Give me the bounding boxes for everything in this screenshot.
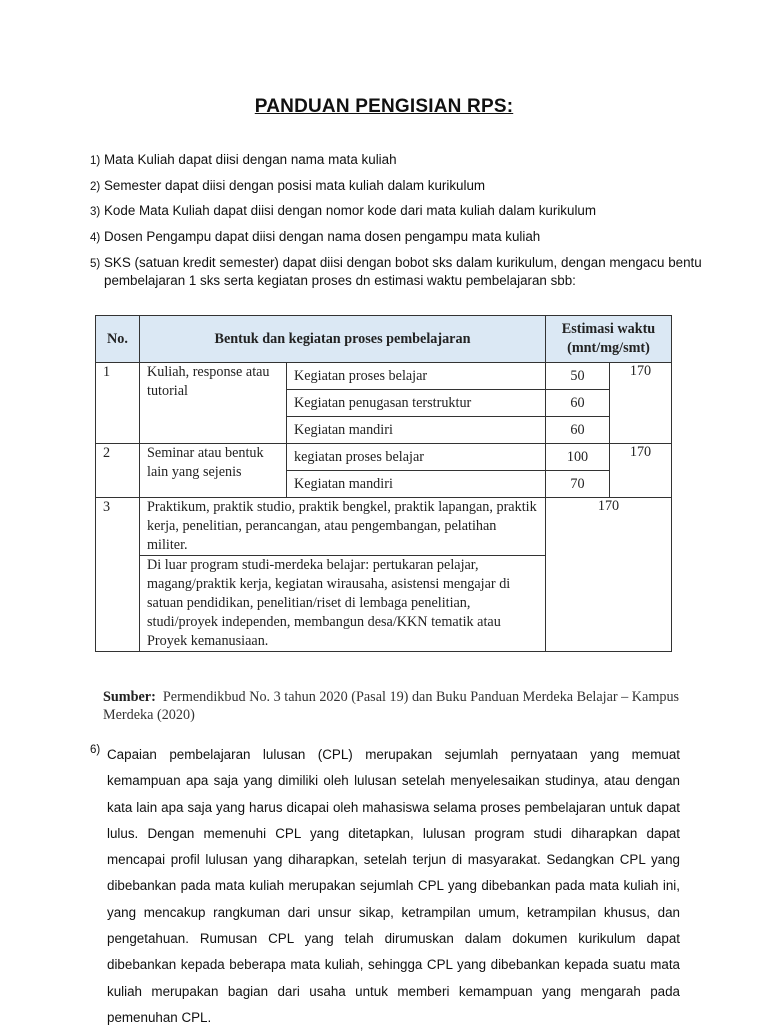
activity-name: Kegiatan proses belajar: [287, 363, 546, 390]
list-item: [90, 227, 690, 253]
header-estimasi-line1: Estimasi waktu: [561, 321, 656, 337]
list-text: SKS (satuan kredit semester) dapat diisi dengan bobot sks dalam kurikulum, dengan mengacu bentu: [104, 254, 702, 270]
activity-value: 100: [546, 444, 610, 471]
source-label: Sumber:: [103, 689, 156, 705]
list-text-continuation: pembelajaran 1 sks serta kegiatan proses dn estimasi waktu pembelajaran sbb:: [104, 272, 576, 288]
paragraph-number: 6): [90, 744, 101, 756]
paragraph-6: [90, 742, 680, 1031]
paragraph-text: Capaian pembelajaran lulusan (CPL) merupakan sejumlah pernyataan yang memuat kemampuan apa saja yang dimiliki oleh lulusan setelah menyelesaikan studinya, atau dengan kata lain apa saja yang harus dicapai oleh mahasiswa selama proses pembelajaran untuk dapat lulus. Dengan memenuhi CPL yang ditetapkan, lulusan program studi diharapkan dapat mencapai profil lulusan yang diharapkan, setelah terjun di masyarakat. Sedangkan CPL yang dibebankan pada mata kuliah merupakan sejumlah CPL yang dibebankan pada mata kuliah ini, yang mencakup rangkuman dari unsur sikap, ketrampilan umum, ketrampilan khusus, dan pengetahuan. Rumusan CPL yang telah dirumuskan dalam dokumen kurikulum dapat dibebankan kepada beberapa mata kuliah, sehingga CPL yang dibebankan kepada suatu mata kuliah merupakan bagian dari usaha untuk memberi kemampuan yang mengarah pada pemenuhan CPL.: [107, 747, 680, 1025]
table-row: [96, 444, 672, 471]
row-number: 3: [96, 498, 140, 652]
header-bentuk: Bentuk dan kegiatan proses pembelajaran: [140, 316, 546, 363]
activity-value: 60: [546, 390, 610, 417]
header-no: No.: [96, 316, 140, 363]
row-number: 2: [96, 444, 140, 498]
activity-value: 50: [546, 363, 610, 390]
list-item: [90, 253, 702, 288]
activity-value: 60: [546, 417, 610, 444]
source-text: Permendikbud No. 3 tahun 2020 (Pasal 19) dan Buku Panduan Merdeka Belajar – Kampus Merdeka (2020): [103, 689, 680, 723]
row-bentuk: Kuliah, response atau tutorial: [140, 363, 287, 444]
row-number: 1: [96, 363, 140, 444]
list-text: Mata Kuliah dapat diisi dengan nama mata kuliah: [104, 152, 397, 167]
list-item: [90, 176, 690, 202]
table-header-row: [96, 316, 672, 363]
list-text: Kode Mata Kuliah dapat diisi dengan nomor kode dari mata kuliah dalam kurikulum: [104, 203, 597, 219]
list-item: [90, 201, 690, 227]
sks-table-wrapper: [95, 315, 672, 652]
list-text: Semester dapat diisi dengan posisi mata kuliah dalam kurikulum: [104, 177, 486, 193]
row-desc: Di luar program studi-merdeka belajar: pertukaran pelajar, magang/praktik kerja, kegiatan wirausaha, asistensi mengajar di satuan pendidikan, penelitian/riset di lembaga penelitian, studi/proyek independen, membangun desa/KKN tematik atau Proyek kemanusiaan.: [140, 556, 546, 652]
list-item: [90, 150, 690, 176]
instruction-list: [90, 150, 702, 288]
list-text: Dosen Pengampu dapat diisi dengan nama dosen pengampu mata kuliah: [104, 229, 541, 245]
activity-name: Kegiatan mandiri: [287, 471, 546, 498]
row-desc: Praktikum, praktik studio, praktik bengkel, praktik lapangan, praktik kerja, penelitian, perancangan, atau pengembangan, pelatihan militer.: [140, 498, 546, 556]
list-number: 1): [90, 155, 101, 167]
activity-name: kegiatan proses belajar: [287, 444, 546, 471]
page-title: PANDUAN PENGISIAN RPS:: [254, 96, 514, 117]
list-number: 4): [90, 232, 101, 245]
table-row: [96, 363, 672, 390]
header-estimasi-line2: (mnt/mg/smt): [567, 340, 650, 356]
activity-name: Kegiatan mandiri: [287, 417, 546, 444]
list-number: 5): [90, 257, 101, 270]
row-total: 170: [610, 363, 672, 444]
header-estimasi: [546, 316, 672, 363]
row-bentuk: Seminar atau bentuk lain yang sejenis: [140, 444, 287, 498]
list-number: 2): [90, 180, 101, 193]
row-total: 170: [546, 498, 672, 652]
activity-value: 70: [546, 471, 610, 498]
source-note: [103, 688, 683, 724]
row-total: 170: [610, 444, 672, 498]
list-number: 3): [90, 206, 101, 219]
activity-name: Kegiatan penugasan terstruktur: [287, 390, 546, 417]
table-row: [96, 498, 672, 556]
sks-table: [95, 315, 672, 652]
